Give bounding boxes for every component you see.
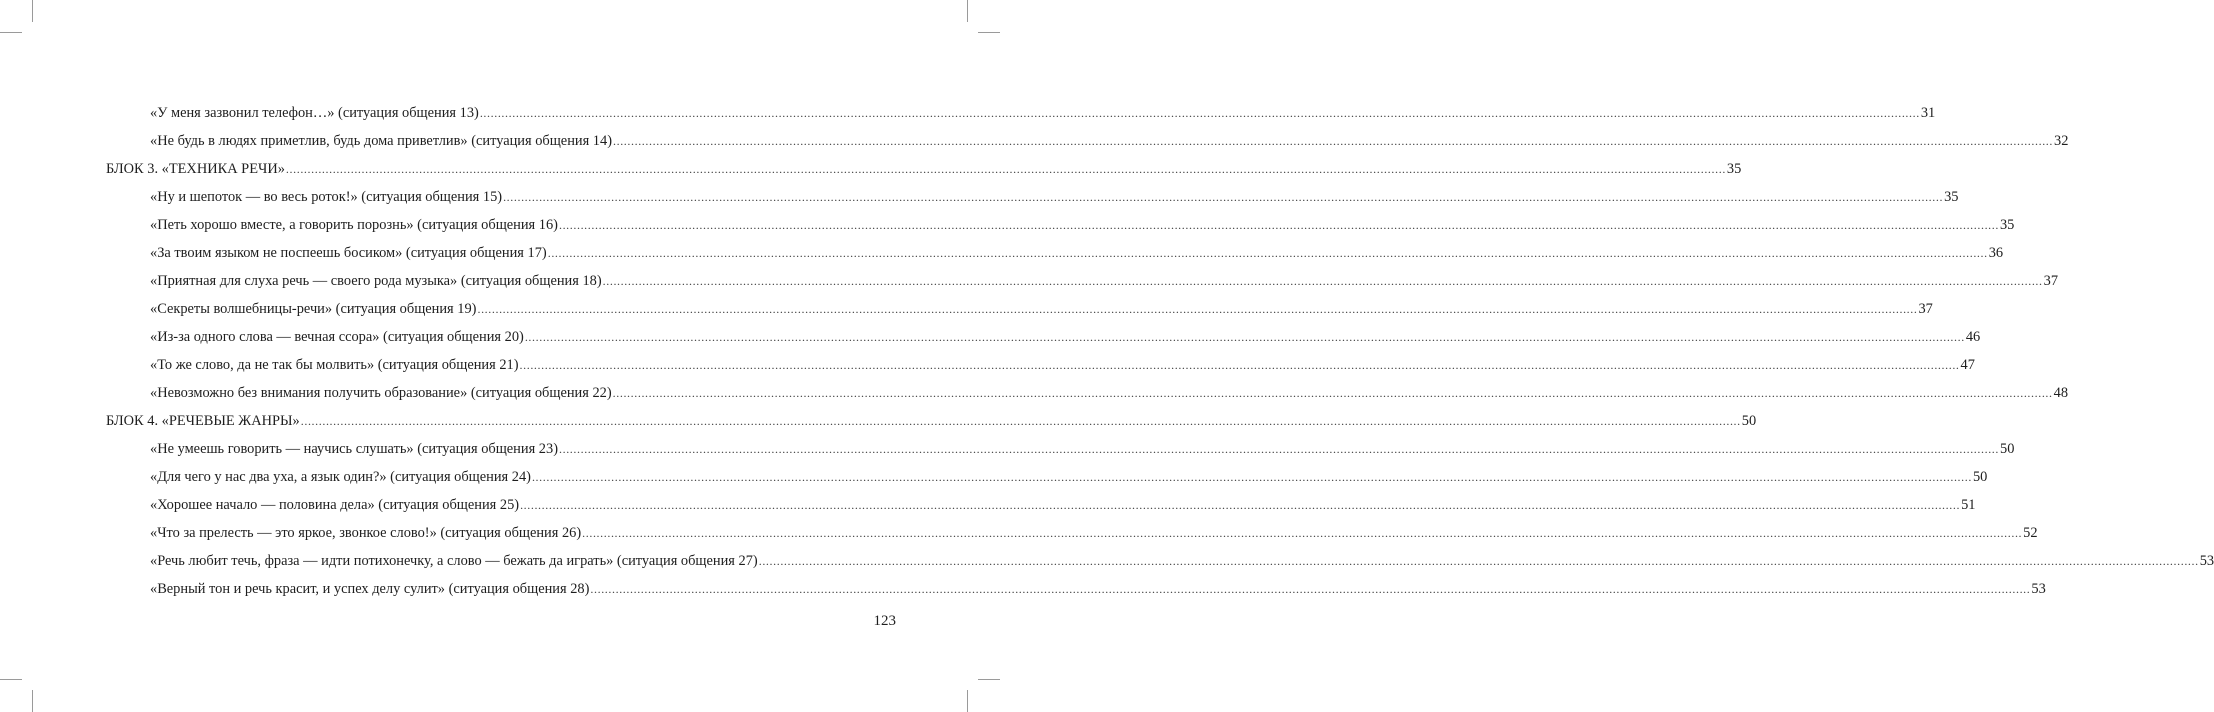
dot-leader: ................................................................................................................................................................................................................................................................................................................................................................................................................	[602, 274, 2043, 288]
toc-entry-page: 35	[1944, 189, 1959, 205]
crop-mark-bottom-left	[32, 690, 33, 712]
toc-entry-page: 35	[1999, 217, 2015, 233]
crop-mark-top-left	[32, 0, 33, 22]
toc-entry-title: «Верный тон и речь красит, и успех делу сулит» (ситуация общения 28)	[150, 581, 590, 597]
toc-entry-page: 35	[1726, 161, 1742, 177]
dot-leader: ................................................................................................................................................................................................................................................................................................................................................................................................................	[503, 190, 1944, 204]
crop-mark-bottom-left-h	[0, 679, 22, 680]
dot-leader: ................................................................................................................................................................................................................................................................................................................................................................................................................	[520, 498, 1961, 512]
toc-entry[interactable]	[150, 384, 2069, 402]
toc-entry-title: «Не умеешь говорить — научись слушать» (ситуация общения 23)	[150, 441, 558, 457]
dot-leader: ................................................................................................................................................................................................................................................................................................................................................................................................................	[300, 414, 1741, 428]
toc-entry[interactable]	[150, 104, 1936, 122]
dot-leader: ................................................................................................................................................................................................................................................................................................................................................................................................................	[547, 246, 1988, 260]
dot-leader: ................................................................................................................................................................................................................................................................................................................................................................................................................	[558, 218, 1999, 232]
toc-entry-title: «Невозможно без внимания получить образование» (ситуация общения 22)	[150, 385, 612, 401]
toc-entry-title: «Ну и шепоток — во весь роток!» (ситуация общения 15)	[150, 189, 503, 205]
toc-block-heading[interactable]	[106, 412, 1757, 430]
dot-leader: ................................................................................................................................................................................................................................................................................................................................................................................................................	[758, 554, 2199, 568]
toc-entry-title: «У меня зазвонил телефон…» (ситуация общения 13)	[150, 105, 479, 121]
toc-entry[interactable]	[150, 300, 1933, 318]
toc-entry-page: 37	[1918, 301, 1933, 317]
toc-entry-title: «Из-за одного слова — вечная ссора» (ситуация общения 20)	[150, 329, 524, 345]
toc-entry-page: 32	[2054, 133, 2069, 149]
toc-entry-page: 46	[1965, 329, 1981, 345]
crop-mark-bottom-right	[967, 690, 968, 712]
dot-leader: ................................................................................................................................................................................................................................................................................................................................................................................................................	[559, 442, 1999, 456]
toc-entry-page: 52	[2023, 525, 2038, 541]
toc-entry-title: «Приятная для слуха речь — своего рода музыка» (ситуация общения 18)	[150, 273, 602, 289]
toc-entry-page: 48	[2053, 385, 2069, 401]
dot-leader: ................................................................................................................................................................................................................................................................................................................................................................................................................	[524, 330, 1965, 344]
toc-entry[interactable]	[150, 524, 2038, 542]
toc-entry-title: «За твоим языком не поспеешь босиком» (ситуация общения 17)	[150, 245, 547, 261]
toc-entry-page: 50	[1972, 469, 1988, 485]
toc-entry-page: 50	[2000, 441, 2015, 457]
dot-leader: ................................................................................................................................................................................................................................................................................................................................................................................................................	[531, 470, 1972, 484]
dot-leader: ................................................................................................................................................................................................................................................................................................................................................................................................................	[285, 162, 1726, 176]
dot-leader: ................................................................................................................................................................................................................................................................................................................................................................................................................	[582, 526, 2023, 540]
toc-entry-title: БЛОК 3. «ТЕХНИКА РЕЧИ»	[106, 161, 285, 177]
crop-mark-top-left-h	[0, 32, 22, 33]
toc-entry-title: «Хорошее начало — половина дела» (ситуация общения 25)	[150, 497, 520, 513]
toc-entry-page: 53	[2199, 553, 2214, 569]
toc-entry[interactable]	[150, 356, 1975, 374]
page-number: 123	[873, 613, 896, 629]
toc-entry[interactable]	[150, 552, 2214, 570]
toc-entry[interactable]	[150, 188, 1959, 206]
toc-entry-title: «То же слово, да не так бы молвить» (ситуация общения 21)	[150, 357, 519, 373]
crop-mark-top-right-h	[978, 32, 1000, 33]
toc-block-heading[interactable]	[106, 160, 1742, 178]
dot-leader: ................................................................................................................................................................................................................................................................................................................................................................................................................	[613, 134, 2053, 148]
dot-leader: ................................................................................................................................................................................................................................................................................................................................................................................................................	[519, 358, 1960, 372]
toc-entry-page: 31	[1920, 105, 1936, 121]
toc-entry-title: «Петь хорошо вместе, а говорить порознь» (ситуация общения 16)	[150, 217, 558, 233]
toc-entry[interactable]	[150, 496, 1976, 514]
toc-entry[interactable]	[150, 468, 1988, 486]
toc-entry-title: «Секреты волшебницы-речи» (ситуация общения 19)	[150, 301, 477, 317]
toc-entry[interactable]	[150, 272, 2059, 290]
toc-entry-page: 37	[2043, 273, 2059, 289]
toc-entry[interactable]	[150, 328, 1981, 346]
crop-mark-bottom-right-h	[978, 679, 1000, 680]
dot-leader: ................................................................................................................................................................................................................................................................................................................................................................................................................	[479, 106, 1920, 120]
toc-entry-page: 53	[2031, 581, 2046, 597]
toc-entry-title: БЛОК 4. «РЕЧЕВЫЕ ЖАНРЫ»	[106, 413, 300, 429]
toc-entry[interactable]	[150, 440, 2015, 458]
toc-entry[interactable]	[150, 580, 2046, 598]
toc-entry-title: «Не будь в людях приметлив, будь дома приветлив» (ситуация общения 14)	[150, 133, 612, 149]
toc-entry-title: «Для чего у нас два уха, а язык один?» (ситуация общения 24)	[150, 469, 531, 485]
toc-entry-page: 47	[1960, 357, 1975, 373]
toc-entry-title: «Речь любит течь, фраза — идти потихонечку, а слово — бежать да играть» (ситуация общения 27)	[150, 553, 758, 569]
dot-leader: ................................................................................................................................................................................................................................................................................................................................................................................................................	[612, 386, 2053, 400]
toc-entry-page: 50	[1741, 413, 1757, 429]
crop-mark-top-right	[967, 0, 968, 22]
toc-entry[interactable]	[150, 216, 2015, 234]
toc-entry[interactable]	[150, 244, 2004, 262]
toc-entry-title: «Что за прелесть — это яркое, звонкое слово!» (ситуация общения 26)	[150, 525, 582, 541]
toc-entry-page: 51	[1961, 497, 1976, 513]
toc-entry[interactable]	[150, 132, 2069, 150]
dot-leader: ................................................................................................................................................................................................................................................................................................................................................................................................................	[477, 302, 1918, 316]
toc-entry-page: 36	[1988, 245, 2004, 261]
dot-leader: ................................................................................................................................................................................................................................................................................................................................................................................................................	[590, 582, 2031, 596]
